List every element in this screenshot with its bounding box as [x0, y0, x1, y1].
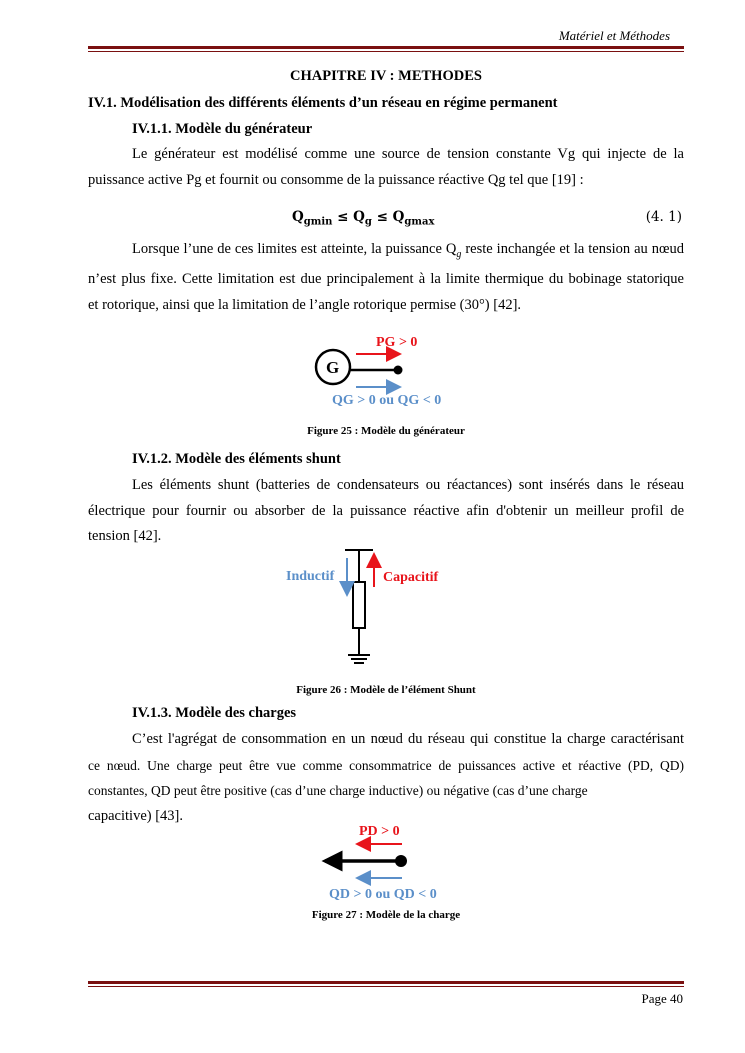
footer-rule-thin [88, 986, 684, 987]
inductif-label: Inductif [286, 569, 335, 584]
figure-26-caption: Figure 26 : Modèle de l’élément Shunt [296, 684, 476, 696]
generator-q-label: QG > 0 ou QG < 0 [332, 393, 442, 408]
generator-symbol-label: G [326, 358, 340, 377]
equation-number: (4. 1) [645, 209, 682, 225]
shunt-heading: IV.1.2. Modèle des éléments shunt [132, 451, 341, 467]
text-line: n’est plus fixe. Cette limitation est due principalement à la limite thermique du bobinage statorique [88, 271, 684, 288]
text-line: constantes, QD peut être positive (cas d’une charge inductive) ou négative (cas d’une charge [88, 783, 588, 798]
charges-paragraph [88, 727, 684, 829]
generator-p-label: PG > 0 [376, 335, 418, 350]
page-number: Page 40 [641, 991, 683, 1006]
text-line: et rotorique, ainsi que la limitation de l’angle rotorique permise (30°) [42]. [88, 296, 522, 313]
equation-body: $Q_{gmin} \le Q_g \le Q_{gmax}$ [292, 209, 435, 228]
figure-charge [305, 820, 455, 905]
section-title: IV.1. Modélisation des différents éléments d’un réseau en régime permanent [88, 95, 558, 111]
header-title: Matériel et Méthodes [558, 28, 670, 43]
text-line: C’est l'agrégat de consommation en un nœud du réseau qui constitue la charge caractérisant [132, 731, 684, 747]
figure-27-caption: Figure 27 : Modèle de la charge [311, 909, 461, 921]
generator-paragraph-2: Lorsque l’une de ces limites est atteinte, la puissance $Q_g$ reste inchangée et la tension au nœud n’est plus fixe. Cette limitation est due principalement à la limite thermique du bobinage statorique et rotorique, ainsi que la limitation de l’angle rotorique permise (30°) [42]. [88, 237, 684, 318]
charge-node [395, 855, 407, 867]
generator-paragraph-1 [88, 142, 684, 193]
figure-shunt [280, 545, 460, 670]
generator-node [394, 366, 403, 375]
generator-heading: IV.1.1. Modèle du générateur [132, 121, 313, 137]
header-rule-thin [88, 51, 684, 52]
text-line: tension [42]. [88, 528, 162, 544]
figure-25-caption: Figure 25 : Modèle du générateur [307, 425, 465, 437]
capacitif-label: Capacitif [383, 570, 439, 585]
header-rule [88, 46, 684, 49]
charge-q-label: QD > 0 ou QD < 0 [329, 887, 437, 902]
text-line: ce nœud. Une charge peut être vue comme consommatrice de puissances active et réactive (PD, QD) [88, 757, 684, 773]
figure-generator [300, 332, 460, 412]
chapter-title: CHAPITRE IV : METHODES [290, 68, 482, 84]
shunt-paragraph [88, 473, 684, 550]
footer-rule [88, 981, 684, 984]
charges-heading: IV.1.3. Modèle des charges [132, 705, 297, 721]
text-line: Les éléments shunt (batteries de condensateurs ou réactances) sont insérés dans le réseau [132, 477, 684, 493]
text-line: puissance active Pg et fournit ou consomme de la puissance réactive Qg tel que [19] : [88, 171, 584, 188]
text-line: Le générateur est modélisé comme une source de tension constante Vg qui injecte de la [132, 146, 684, 162]
text-line: électrique pour fournir ou absorber de la puissance réactive afin d'obtenir un meilleur profil de [88, 502, 684, 519]
text-line: capacitive) [43]. [88, 807, 184, 824]
shunt-element [353, 582, 365, 628]
charge-p-label: PD > 0 [359, 824, 400, 839]
